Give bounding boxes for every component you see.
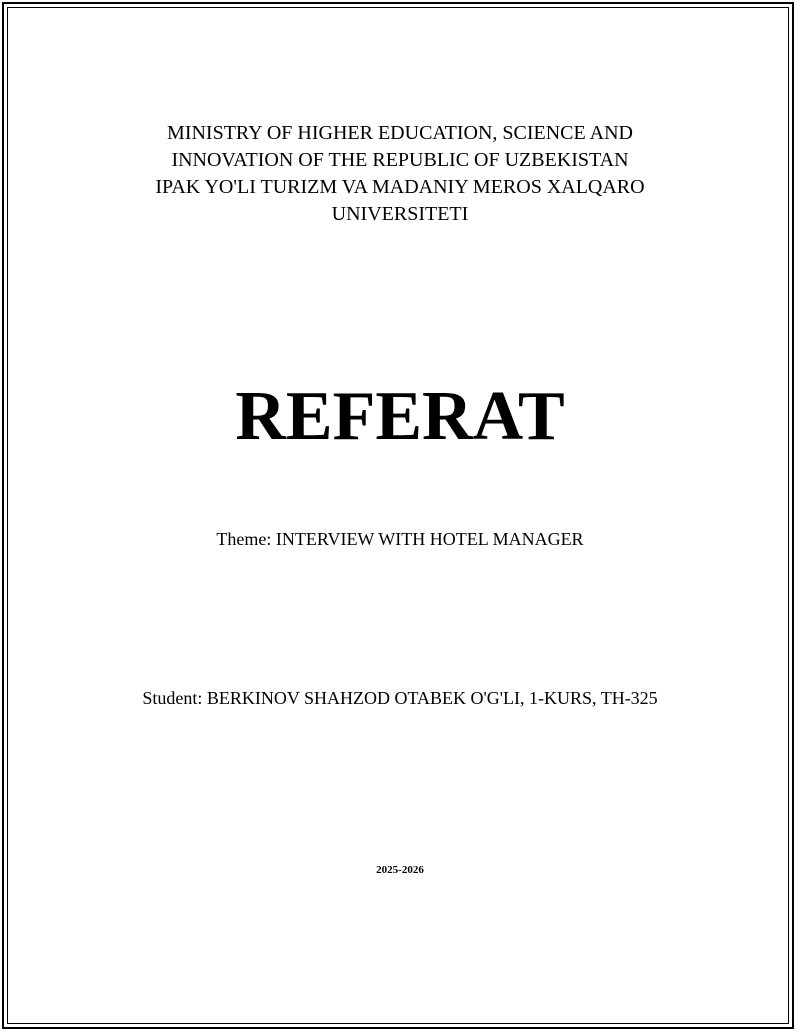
institution-header [0, 120, 800, 228]
academic-year: 2025-2026 [376, 864, 424, 876]
theme-line: Theme: INTERVIEW WITH HOTEL MANAGER [216, 529, 584, 549]
institution-header-line: INNOVATION OF THE REPUBLIC OF UZBEKISTAN [171, 149, 629, 171]
institution-header-line: MINISTRY OF HIGHER EDUCATION, SCIENCE AND [167, 122, 633, 144]
institution-header-line: UNIVERSITETI [331, 203, 469, 225]
institution-header-line: IPAK YO'LI TURIZM VA MADANIY MEROS XALQARO [155, 176, 645, 198]
student-line: Student: BERKINOV SHAHZOD OTABEK O'G'LI, 1-KURS, TH-325 [142, 688, 658, 708]
document-title: REFERAT [235, 378, 565, 455]
